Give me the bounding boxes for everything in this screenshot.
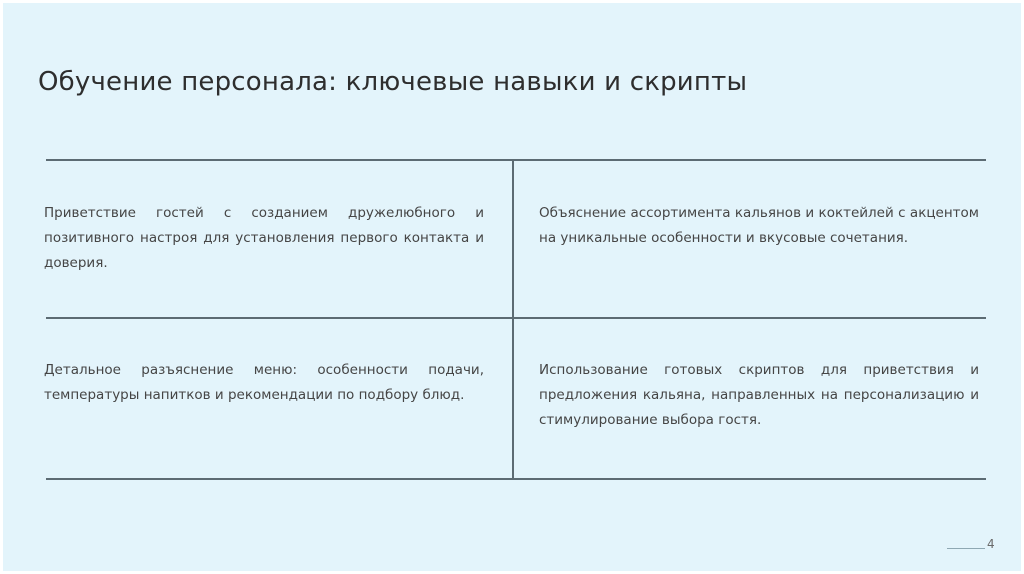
table-cell: Приветствие гостей с созданием дружелюбного и позитивного настроя для установления первого контакта и доверия. (44, 205, 484, 271)
table-rule-bottom (46, 478, 986, 480)
table-column-divider (512, 161, 514, 480)
table-rule-top (46, 159, 986, 161)
slide (3, 3, 1021, 571)
table-cell: Объяснение ассортимента кальянов и коктейлей с акцентом на уникальные особенности и вкусовые сочетания. (539, 205, 979, 246)
page-number-rule (947, 548, 985, 549)
table-rule-middle (46, 317, 986, 319)
page-number: 4 (987, 537, 995, 551)
table-cell: Детальное разъяснение меню: особенности подачи, температуры напитков и рекомендации по подбору блюд. (44, 362, 484, 403)
table-cell: Использование готовых скриптов для приветствия и предложения кальяна, направленных на персонализацию и стимулирование выбора гостя. (539, 362, 979, 428)
slide-title: Обучение персонала: ключевые навыки и скрипты (38, 67, 748, 97)
